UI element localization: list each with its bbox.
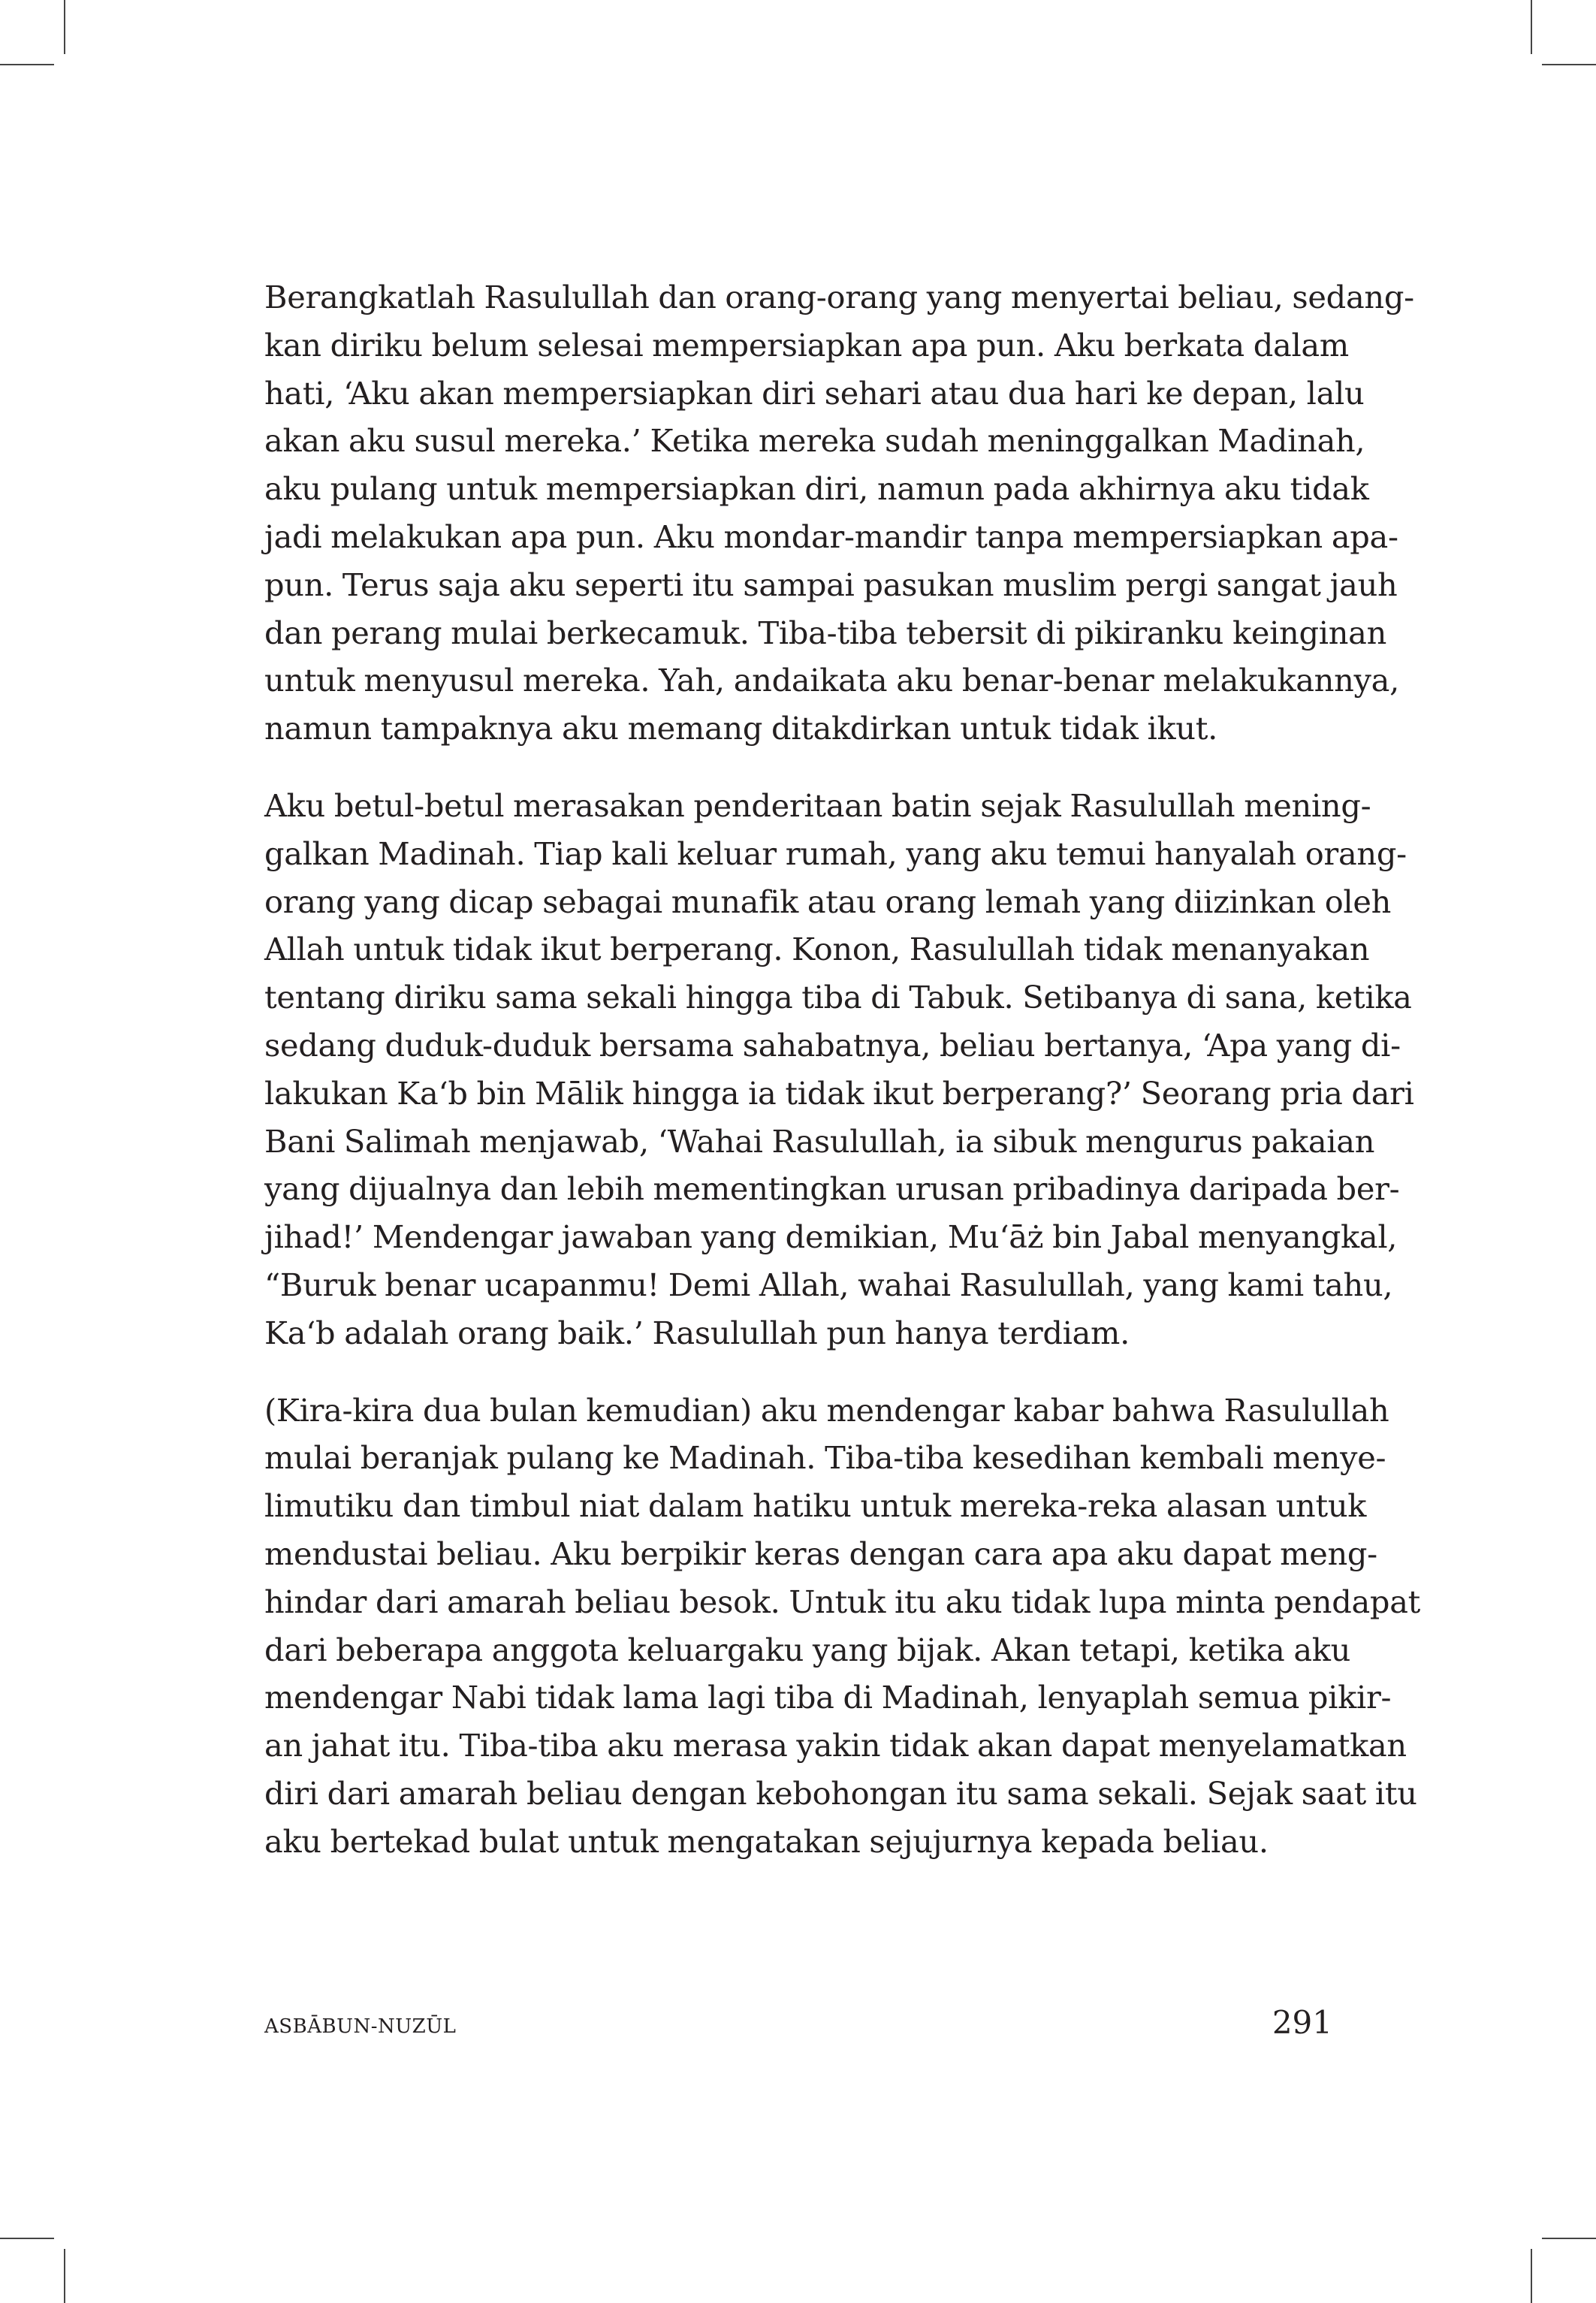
text-line: hati, ‘Aku akan mempersiapkan diri sehari atau dua hari ke depan, lalu (264, 374, 1365, 412)
text-line: diri dari amarah beliau dengan kebohongan itu sama sekali. Sejak saat itu (264, 1774, 1417, 1812)
text-line: dan perang mulai berkecamuk. Tiba-tiba tebersit di pikiranku keinginan (264, 614, 1387, 651)
text-line: hindar dari amarah beliau besok. Untuk itu aku tidak lupa minta pendapat (264, 1583, 1421, 1620)
text-line: aku bertekad bulat untuk mengatakan sejujurnya kepada beliau. (264, 1822, 1269, 1860)
text-line: tentang diriku sama sekali hingga tiba di Tabuk. Setibanya di sana, ketika (264, 979, 1412, 1016)
book-title: ASBĀBUN-NUZŪL (264, 2015, 457, 2038)
text-line: “Buruk benar ucapanmu! Demi Allah, wahai Rasulullah, yang kami tahu, (264, 1266, 1393, 1303)
text-line: (Kira-kira dua bulan kemudian) aku mendengar kabar bahwa Rasulullah (264, 1391, 1389, 1429)
page-number: 291 (1272, 2004, 1332, 2041)
text-line: galkan Madinah. Tiap kali keluar rumah, yang aku temui hanyalah orang- (264, 835, 1407, 872)
text-line: mendustai beliau. Aku berpikir keras dengan cara apa aku dapat meng- (264, 1535, 1377, 1572)
crop-mark-top-right-vertical (1531, 0, 1532, 54)
text-line: lakukan Ka‘b bin Mālik hingga ia tidak ikut berperang?’ Seorang pria dari (264, 1074, 1414, 1112)
text-line: Bani Salimah menjawab, ‘Wahai Rasulullah, ia sibuk mengurus pakaian (264, 1122, 1375, 1160)
text-line: dari beberapa anggota keluargaku yang bijak. Akan tetapi, ketika aku (264, 1631, 1351, 1668)
crop-mark-bottom-right-vertical (1531, 2249, 1532, 2303)
text-line: Berangkatlah Rasulullah dan orang-orang yang menyertai beliau, sedang- (264, 279, 1414, 315)
text-line: mendengar Nabi tidak lama lagi tiba di Madinah, lenyaplah semua pikir- (264, 1679, 1392, 1716)
text-line: mulai beranjak pulang ke Madinah. Tiba-tiba kesedihan kembali menye- (264, 1439, 1386, 1477)
text-line: an jahat itu. Tiba-tiba aku merasa yakin tidak akan dapat menyelamatkan (264, 1727, 1407, 1764)
text-line: yang dijualnya dan lebih mementingkan urusan pribadinya daripada ber- (264, 1170, 1400, 1208)
text-line: jadi melakukan apa pun. Aku mondar-mandir tanpa mempersiapkan apa- (264, 518, 1398, 555)
text-line: akan aku susul mereka.’ Ketika mereka sudah meninggalkan Madinah, (264, 422, 1365, 460)
text-line: sedang duduk-duduk bersama sahabatnya, beliau bertanya, ‘Apa yang di- (264, 1026, 1401, 1064)
crop-mark-bottom-left-vertical (64, 2249, 65, 2303)
text-line: Allah untuk tidak ikut berperang. Konon, Rasulullah tidak menanyakan (264, 931, 1370, 968)
running-footer (264, 2000, 1332, 2045)
crop-mark-bottom-left-horizontal (0, 2238, 54, 2239)
text-line: aku pulang untuk mempersiapkan diri, namun pada akhirnya aku tidak (264, 470, 1369, 508)
text-line: jihad!’ Mendengar jawaban yang demikian, Mu‘āż bin Jabal menyangkal, (264, 1218, 1398, 1256)
text-line: kan diriku belum selesai mempersiapkan apa pun. Aku berkata dalam (264, 326, 1349, 364)
text-line: Ka‘b adalah orang baik.’ Rasulullah pun hanya terdiam. (264, 1314, 1130, 1351)
crop-mark-top-left-vertical (64, 0, 65, 54)
body-text (264, 273, 1421, 1866)
paragraph-1 (264, 273, 1414, 753)
text-line: untuk menyusul mereka. Yah, andaikata aku benar-benar melakukannya, (264, 662, 1399, 699)
crop-mark-top-right-horizontal (1542, 64, 1596, 65)
text-line: orang yang dicap sebagai munafik atau orang lemah yang diizinkan oleh (264, 883, 1392, 920)
text-line: Aku betul-betul merasakan penderitaan batin sejak Rasulullah mening- (264, 786, 1371, 824)
crop-mark-bottom-right-horizontal (1542, 2238, 1596, 2239)
crop-mark-top-left-horizontal (0, 64, 54, 65)
paragraph-2 (264, 782, 1414, 1357)
text-line: namun tampaknya aku memang ditakdirkan untuk tidak ikut. (264, 710, 1218, 747)
text-line: limutiku dan timbul niat dalam hatiku untuk mereka-reka alasan untuk (264, 1487, 1367, 1525)
paragraph-3 (264, 1387, 1421, 1866)
text-line: pun. Terus saja aku seperti itu sampai pasukan muslim pergi sangat jauh (264, 566, 1398, 603)
